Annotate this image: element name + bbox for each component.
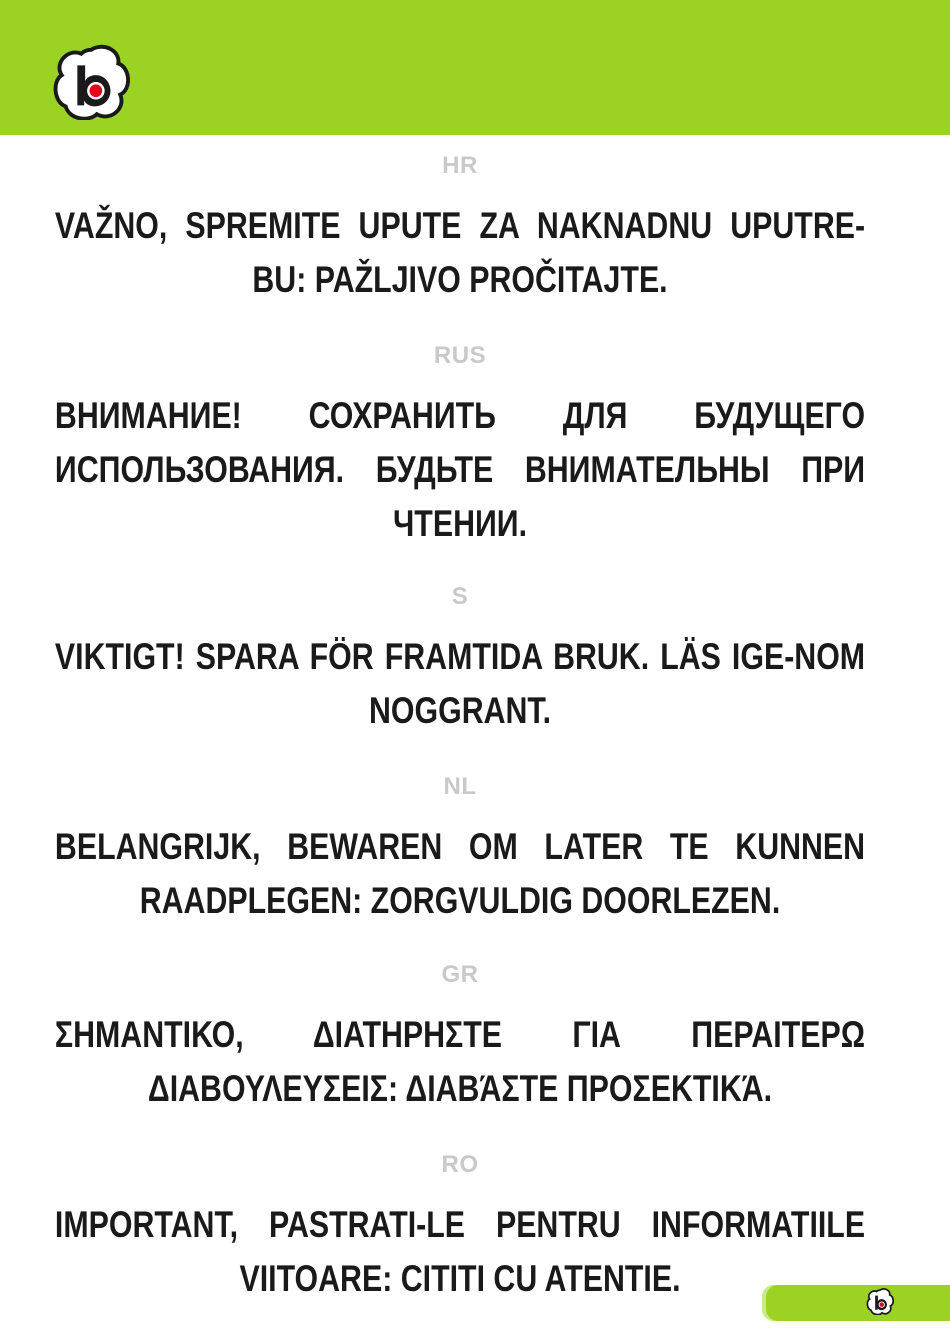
section-gr [55, 962, 865, 1116]
header-bar [0, 0, 950, 135]
section-rus [55, 343, 865, 551]
language-code: RO [441, 1151, 479, 1178]
language-code: S [451, 583, 469, 610]
section-s [55, 584, 865, 738]
language-code: RUS [433, 342, 487, 369]
language-code: HR [442, 152, 478, 179]
section-hr [55, 153, 865, 307]
language-code: NL [443, 773, 477, 800]
warning-text: ВНИМАНИЕ! СОХРАНИТЬ ДЛЯ БУДУЩЕГО ИСПОЛЬЗОВАНИЯ. БУДЬТЕ ВНИМАТЕЛЬНЫ ПРИ ЧТЕНИИ. [54, 395, 866, 544]
section-nl [55, 774, 865, 928]
page-footer-tab [762, 1285, 950, 1321]
footer-logo-icon [866, 1288, 894, 1315]
warning-text: VIKTIGT! SPARA FÖR FRAMTIDA BRUK. LÄS IGE-NOM NOGGRANT. [54, 636, 866, 731]
language-code: GR [441, 961, 479, 988]
brand-logo-icon [52, 44, 130, 120]
warning-text: IMPORTANT, PASTRATI-LE PENTRU INFORMATIILE VIITOARE: CITITI CU ATENTIE. [54, 1204, 866, 1299]
section-ro [55, 1152, 865, 1306]
warning-text: BELANGRIJK, BEWAREN OM LATER TE KUNNEN RAADPLEGEN: ZORGVULDIG DOORLEZEN. [54, 826, 866, 921]
warning-text: ΣΗΜΑΝΤΙΚΟ, ΔΙΑΤΗΡΗΣΤΕ ΓΙΑ ΠΕΡΑΙΤΕΡΩ ΔΙΑΒΟΥΛΕΥΣΕΙΣ: ΔΙΑΒΆΣΤΕ ΠΡΟΣΕΚΤΙΚΆ. [54, 1014, 866, 1109]
warning-text: VAŽNO, SPREMITE UPUTE ZA NAKNADNU UPUTRE-BU: PAŽLJIVO PROČITAJTE. [54, 205, 866, 300]
